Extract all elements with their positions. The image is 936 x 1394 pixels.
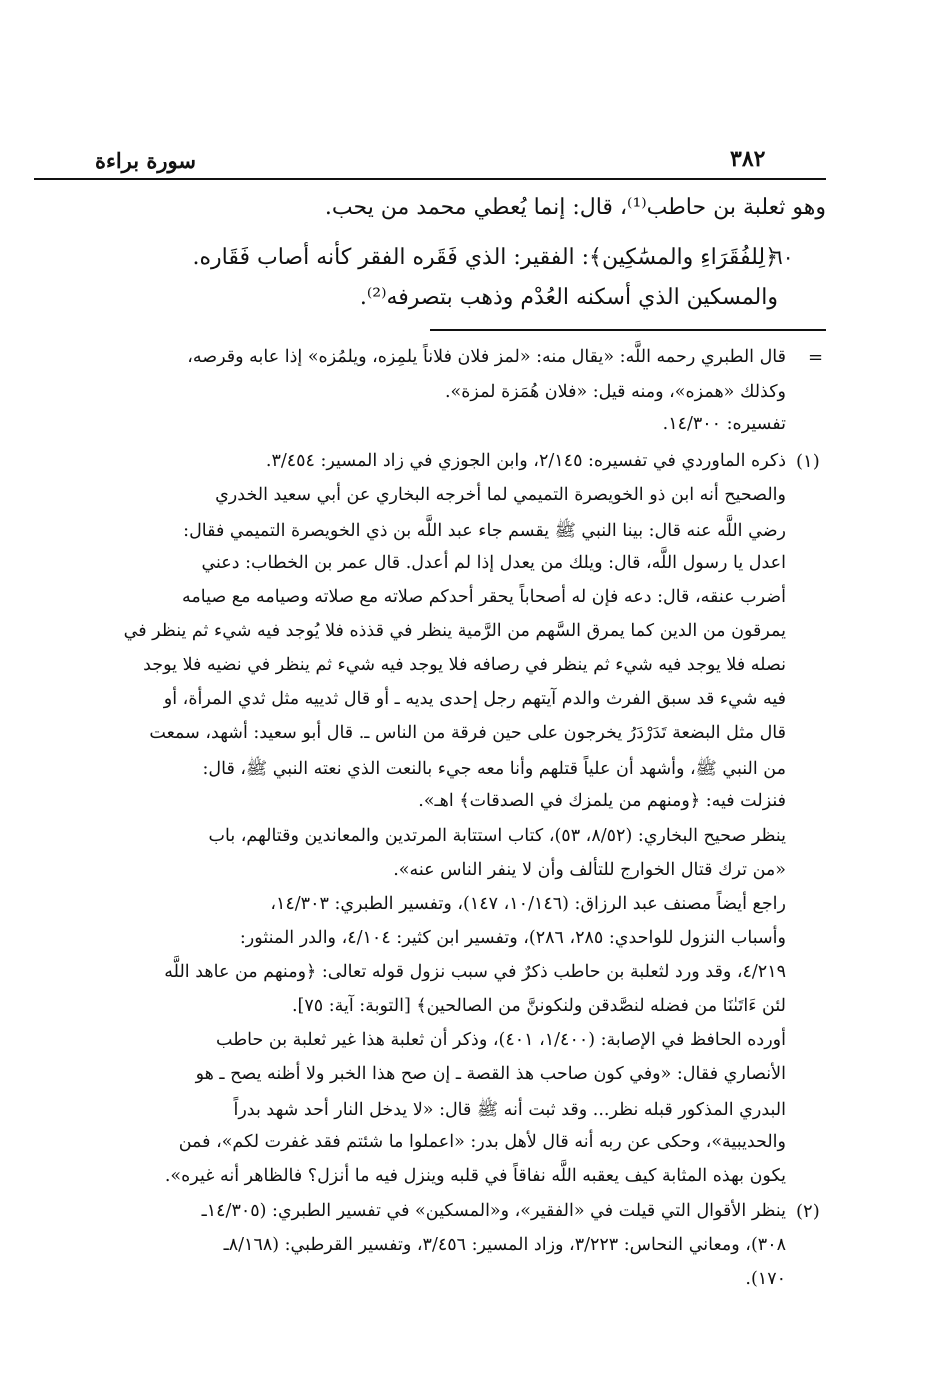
footnote-line: قال الطبري رحمه اللَّه: «يقال منه: «لمز فلان فلاناً يلمِزه، ويلمُزه» إذا عابه وقرصه، — [187, 347, 786, 367]
footnote-marker-1: (١) — [796, 451, 820, 472]
main-text-line: والمسكين الذي أسكنه العُدْم وذهب بتصرفه⁽²⁾. — [359, 285, 778, 310]
footnote-line: «من ترك قتال الخوارج للتألف وأن لا ينفر الناس عنه». — [393, 860, 786, 880]
footnote-line: وكذلك «همزه»، ومنه قيل: «فلان هُمَزة لمزة». — [444, 382, 786, 402]
footnote-line: الأنصاري فقال: «وفي كون صاحب هذ القصة ـ إن صح هذا الخبر ولا أظنه يصح ـ هو — [195, 1064, 786, 1084]
footnote-line: يكون بهذه المثابة كيف يعقبه اللَّه نفاقاً في قلبه وينزل فيه ما أنزل؟ فالظاهر أنه غيره». — [164, 1166, 786, 1186]
footnote-line: رضي اللَّه عنه قال: بينا النبي ﷺ يقسم جاء عبد اللَّه بن ذي الخويصرة التميمي فقال: — [183, 521, 786, 541]
verse-number: ٦٠ — [772, 245, 794, 269]
footnote-line: فيه شيء قد سبق الفرث والدم آيتهم رجل إحدى يديه ـ أو قال ثدييه مثل ثدي المرأة، أو — [163, 689, 786, 709]
footnote-line: تفسيره: ١٤/٣٠٠. — [662, 414, 786, 434]
footnote-line: راجع أيضاً مصنف عبد الرزاق: (١٠/١٤٦، ١٤٧)، وتفسير الطبري: ١٤/٣٠٣، — [270, 894, 786, 914]
footnote-line: يمرقون من الدين كما يمرق السَّهم من الرَّمية ينظر في قذذه فلا يُوجد فيه شيء ثم ينظر في — [123, 621, 786, 641]
footnote-line: ينظر الأقوال التي قيلت في «الفقير»، و«المسكين» في تفسير الطبري: (١٤/٣٠٥ـ — [201, 1201, 786, 1221]
page-number: ٣٨٢ — [730, 146, 766, 172]
footnote-line: ينظر صحيح البخاري: (٨/٥٢، ٥٣)، كتاب استتابة المرتدين والمعاندين وقتالهم، باب — [208, 826, 786, 846]
main-text-line: ﴿لِلفُقَرَاءِ والمسَٰكِين﴾: الفقير: الذي فَقَره الفقر كأنه أصاب فَقَاره. — [192, 245, 778, 270]
footnote-marker-2: (٢) — [796, 1201, 820, 1222]
footnote-line: فنزلت فيه: ﴿ومنهم من يلمزك في الصدقات﴾ اهـ». — [418, 791, 786, 811]
footnote-line: نصله فلا يوجد فيه شيء ثم ينظر في رصافه فلا يوجد فيه شيء ثم ينظر في نضيه فلا يوجد — [143, 655, 786, 675]
footnote-line: أورده الحافظ في الإصابة: (١/٤٠٠، ٤٠١)، وذكر أن ثعلبة هذا غير ثعلبة بن حاطب — [216, 1030, 786, 1050]
footnote-line: وأسباب النزول للواحدي: ٢٨٥، ٢٨٦)، وتفسير ابن كثير: ٤/١٠٤، والدر المنثور: — [239, 928, 786, 948]
footnote-line: قال مثل البضعة تَدَرْدَرُ يخرجون على حين فرقة من الناس ـ. قال أبو سعيد: أشهد، سمعت — [149, 723, 786, 743]
footnote-line: ٣٠٨)، ومعاني النحاس: ٣/٢٢٣، وزاد المسير: ٣/٤٥٦، وتفسير القرطبي: (٨/١٦٨ـ — [223, 1235, 786, 1255]
footnote-line: ٤/٢١٩، وقد ورد لثعلبة بن حاطب ذكرٌ في سبب نزول قوله تعالى: ﴿ومنهم من عاهد اللَّه — [164, 962, 786, 982]
footnote-line: أضرب عنقه، قال: دعه فإن له أصحاباً يحقر أحدكم صلاته مع صلاته وصيامه مع صيامه — [182, 587, 786, 607]
main-text-line: وهو ثعلبة بن حاطب⁽¹⁾، قال: إنما يُعطي محمد من يحب. — [324, 195, 826, 220]
footnote-line: ١٧٠). — [745, 1269, 786, 1289]
footnote-line: والحديبية»، وحكى عن ربه أنه قال لأهل بدر: «اعملوا ما شئتم فقد غفرت لكم»، فمن — [178, 1132, 786, 1152]
footnote-line: من النبي ﷺ، وأشهد أن علياً قتلهم وأنا معه جيء بالنعت الذي نعته النبي ﷺ، قال: — [202, 759, 786, 779]
running-header-surah-title: سورة براءة — [94, 148, 196, 173]
header-rule — [34, 178, 826, 180]
continuation-mark: = — [808, 347, 824, 368]
footnote-line: ذكره الماوردي في تفسيره: ٢/١٤٥، وابن الجوزي في زاد المسير: ٣/٤٥٤. — [265, 451, 786, 471]
footnote-line: اعدل يا رسول اللَّه، قال: ويلك من يعدل إذا لم أعدل. قال عمر بن الخطاب: دعني — [201, 553, 786, 573]
footnote-line: البدري المذكور قبله نظر... وقد ثبت أنه ﷺ قال: «لا يدخل النار أحد شهد بدراً — [233, 1100, 786, 1120]
footnotes-separator — [430, 329, 826, 331]
footnote-line: والصحيح أنه ابن ذو الخويصرة التميمي لما أخرجه البخاري عن أبي سعيد الخدري — [215, 485, 786, 505]
footnote-line: لئن ءَاتَىٰنَا من فضله لنصَّدقن ولنكوننَّ من الصالحين﴾ [التوبة: آية: ٧٥]. — [291, 996, 786, 1016]
